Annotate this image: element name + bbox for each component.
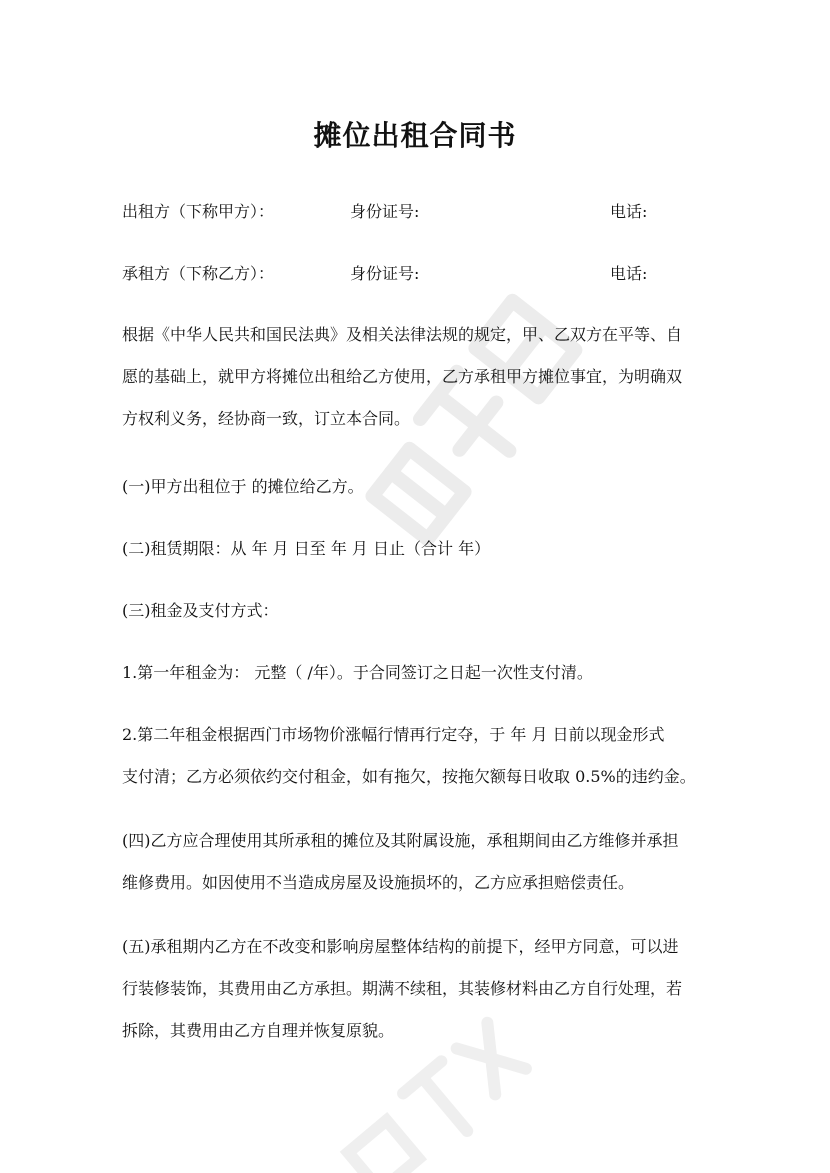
- clause-3-text: (三)租金及支付方式：: [122, 601, 279, 620]
- clause-4: [122, 820, 708, 904]
- lessor-id-label: 身份证号:: [350, 202, 420, 221]
- clause-3: [122, 590, 708, 632]
- lessee-row: [122, 261, 722, 285]
- clause-5-line: 行装修装饰，其费用由乙方承担。期满不续租，其装修材料由乙方自行处理，若: [122, 979, 683, 998]
- preamble-paragraph: [122, 314, 708, 440]
- lessor-phone-label: 电话:: [610, 202, 648, 221]
- lessee-phone-label: 电话:: [610, 264, 648, 283]
- clause-5-line: 拆除，其费用由乙方自理并恢复原貌。: [122, 1021, 395, 1040]
- document-title: 摊位出租合同书: [313, 119, 517, 152]
- clause-5-line: (五)承租期内乙方在不改变和影响房屋整体结构的前提下，经甲方同意，可以进: [122, 937, 679, 956]
- clause-1: [122, 466, 708, 508]
- clause-4-line: (四)乙方应合理使用其所承租的摊位及其附属设施，承租期间由乙方维修并承担: [122, 831, 679, 850]
- item-1: [122, 652, 708, 694]
- preamble-line: 方权利义务，经协商一致，订立本合同。: [122, 409, 411, 428]
- lessee-label: 承租方（下称乙方）：: [122, 264, 275, 283]
- item-2-line: 2.第二年租金根据西门市场物价涨幅行情再行定夺，于 年 月 日前以现金形式: [122, 725, 665, 744]
- item-2-line: 支付清；乙方必须依约交付租金，如有拖欠，按拖欠额每日收取 0.5%的违约金。: [122, 767, 696, 786]
- clause-4-line: 维修费用。如因使用不当造成房屋及设施损坏的，乙方应承担赔偿责任。: [122, 873, 635, 892]
- lessor-label: 出租方（下称甲方）：: [122, 202, 275, 221]
- clause-1-text: (一)甲方出租位于 的摊位给乙方。: [122, 477, 364, 496]
- preamble-line: 愿的基础上，就甲方将摊位出租给乙方使用，乙方承租甲方摊位事宜，为明确双: [122, 367, 683, 386]
- item-1-text: 1.第一年租金为： 元整（ /年）。于合同签订之日起一次性支付清。: [122, 663, 593, 682]
- lessee-id-label: 身份证号:: [350, 264, 420, 283]
- clause-2-text: (二)租赁期限：从 年 月 日至 年 月 日止（合计 年）: [122, 539, 491, 558]
- preamble-line: 根据《中华人民共和国民法典》及相关法律法规的规定，甲、乙双方在平等、自: [122, 325, 683, 344]
- clause-5: [122, 926, 708, 1052]
- clause-2: [122, 528, 708, 570]
- item-2: [122, 714, 708, 798]
- lessor-row: [122, 199, 722, 223]
